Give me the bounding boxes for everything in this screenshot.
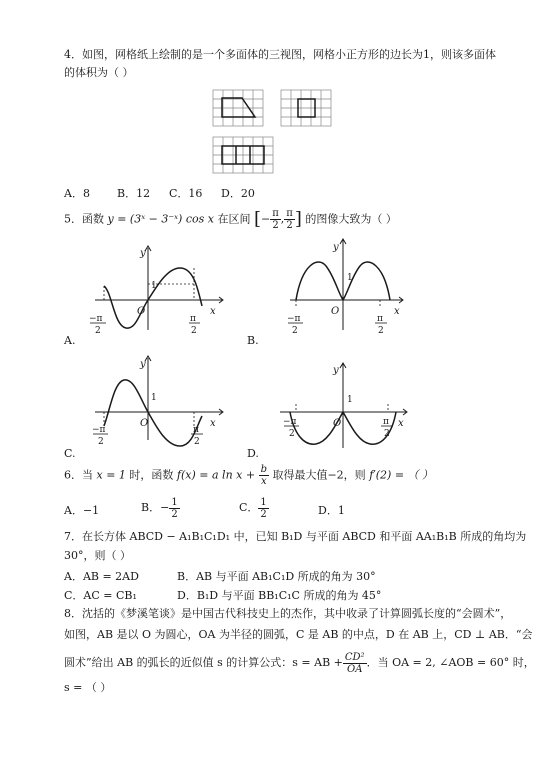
- q5-function: y = (3ˣ − 3⁻ˣ) cos x: [107, 212, 214, 226]
- graph-c-neg-two: 2: [98, 437, 104, 447]
- q8-stem-line4: s = （ ）: [64, 681, 112, 694]
- q7-stem-line2: 30°，则（ ）: [64, 549, 131, 562]
- graph-c-x-label: x: [210, 418, 216, 429]
- graph-b-x-label: x: [394, 306, 400, 317]
- q4-option-a: A．8: [64, 187, 90, 200]
- q4-stem-line1: 4．如图，网格纸上绘制的是一个多面体的三视图，网格小正方形的边长为1，则该多面体: [64, 48, 496, 61]
- graph-d-pos-pi: π: [383, 417, 389, 427]
- q6-option-a: A．−1: [64, 504, 100, 517]
- graph-a-pos-pi: π: [190, 314, 196, 324]
- q6-mid: 时，函数: [129, 468, 174, 482]
- q6-function: f(x) = a ln x +: [176, 468, 256, 482]
- q6-suffix: 取得最大值−2，则: [272, 468, 366, 482]
- graph-a-one: 1: [151, 281, 157, 291]
- q7-stem-line1: 7．在长方体 ABCD − A₁B₁C₁D₁ 中，已知 B₁D 与平面 ABCD 和平面 AA₁B₁B 所成的角均为: [64, 530, 527, 543]
- q7-option-d: D．B₁D 与平面 BB₁C₁C 所成的角为 45°: [177, 589, 382, 602]
- q4-option-d: D．20: [221, 187, 255, 200]
- q5-mid: 在区间: [217, 212, 251, 226]
- graph-a-neg-pi: −π: [89, 314, 103, 324]
- graph-a-x-label: x: [210, 306, 216, 317]
- graph-b-one: 1: [347, 273, 353, 283]
- q6-stem: [64, 464, 433, 487]
- q4-option-b: B．12: [117, 187, 151, 200]
- q6-option-c: C． $\frac{1}{2}$: [239, 496, 267, 520]
- q5-option-d: D.: [247, 447, 259, 460]
- q8-stem-line1: 8．沈括的《梦溪笔谈》是中国古代科技史上的杰作，其中收录了计算圆弧长度的“会圆术”，: [64, 607, 512, 620]
- q8-formula-b: ．当 OA = 2, ∠AOB = 60° 时，: [366, 656, 535, 669]
- graph-a-pos-two: 2: [191, 326, 197, 336]
- q4-stem-line2: 的体积为（ ）: [64, 66, 134, 79]
- graph-d-one: 1: [347, 395, 353, 405]
- graph-c-pos-pi: π: [193, 425, 199, 435]
- q7-option-a: A．AB = 2AD: [64, 570, 139, 583]
- q8-fraction: $\frac{\text{CD²}}{OA}$: [344, 651, 365, 675]
- q5-option-b: B.: [247, 334, 259, 347]
- q6-ask: f′(2) = （ ）: [369, 468, 434, 482]
- graph-c-pos-two: 2: [194, 437, 200, 447]
- graph-d-y-label: y: [333, 365, 339, 376]
- graph-d-arrows: [340, 363, 407, 415]
- q5-option-c: C.: [64, 447, 76, 460]
- q5-prefix: 5．函数: [64, 212, 104, 226]
- graph-b-neg-two: 2: [292, 326, 298, 336]
- q5-interval-left: $\frac{\pi}{2}$: [272, 208, 279, 231]
- graph-c-neg-pi: −π: [92, 425, 106, 435]
- graph-b-neg-pi: −π: [287, 314, 301, 324]
- graph-a-y-label: y: [140, 248, 146, 259]
- q7-option-b: B．AB 与平面 AB₁C₁D 所成的角为 30°: [177, 570, 376, 583]
- q6-fraction: $\frac{b}{x}$: [260, 464, 267, 487]
- q8-stem-line2: 如图，AB 是以 O 为圆心，OA 为半径的圆弧，C 是 AB 的中点，D 在 AB 上，CD ⊥ AB．“会: [64, 628, 533, 641]
- graph-d-neg-pi: −π: [283, 417, 297, 427]
- graph-b-pos-pi: π: [377, 314, 383, 324]
- graph-b-origin: O: [331, 306, 340, 317]
- graph-c-one: 1: [151, 393, 157, 403]
- graph-d-neg-two: 2: [289, 429, 295, 439]
- q5-interval-right: $\frac{\pi}{2}$: [286, 208, 293, 231]
- q6-option-d: D．1: [318, 504, 345, 517]
- graph-a-neg-two: 2: [95, 326, 101, 336]
- q6-condition: x = 1: [96, 468, 126, 482]
- q5-interval-neg: −: [261, 212, 271, 226]
- q5-stem: 5．函数 y = (3ˣ − 3⁻ˣ) cos x 在区间 [− $\frac{\pi}{2}$ , $\frac{\pi}{2}$ ] 的图像大致为（ ）: [64, 208, 397, 231]
- graph-c-origin: O: [140, 418, 149, 429]
- q8-stem-line3: [64, 650, 535, 676]
- graph-d-x-label: x: [398, 418, 404, 429]
- graph-c-y-label: y: [140, 359, 146, 370]
- graph-d-pos-two: 2: [384, 429, 390, 439]
- q7-option-c: C．AC = CB₁: [64, 589, 137, 602]
- q4-option-c: C．16: [169, 187, 203, 200]
- graph-b-y-label: y: [333, 242, 339, 253]
- q5-option-a: A.: [64, 334, 76, 347]
- q6-prefix: 6．当: [64, 468, 93, 482]
- q6-option-b: B．− $\frac{1}{2}$: [141, 496, 178, 520]
- graph-a-origin: O: [137, 306, 146, 317]
- q5-end: 的图像大致为（ ）: [305, 212, 397, 226]
- graph-b-pos-two: 2: [378, 326, 384, 336]
- graph-d-origin: O: [333, 418, 342, 429]
- q8-formula-a: 圆术”给出 AB 的弧长的近似值 s 的计算公式：s = AB +: [64, 656, 343, 669]
